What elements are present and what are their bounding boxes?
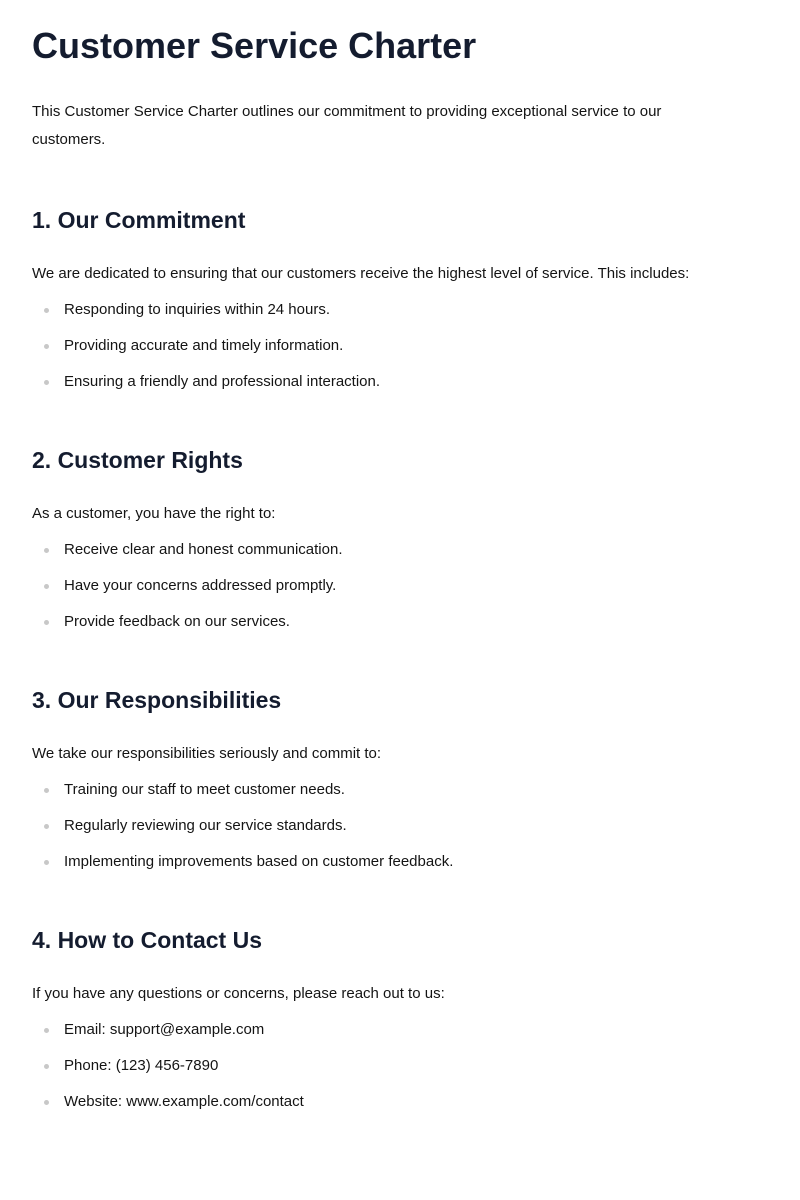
list-item	[32, 778, 768, 802]
list-item	[32, 298, 768, 322]
section-heading: 4. How to Contact Us	[32, 927, 263, 953]
bullet-icon	[44, 1064, 49, 1069]
list-item	[32, 1018, 768, 1042]
list-item	[32, 850, 768, 874]
bullet-icon	[44, 344, 49, 349]
bullet-icon	[44, 548, 49, 553]
bullet-icon	[44, 788, 49, 793]
section-our-commitment	[32, 206, 768, 394]
list-item	[32, 538, 768, 562]
list-item-text: Implementing improvements based on customer feedback.	[64, 853, 454, 870]
list-item	[32, 1090, 768, 1114]
list-item	[32, 610, 768, 634]
bullet-icon	[44, 1028, 49, 1033]
section-how-to-contact-us	[32, 926, 768, 1114]
intro-paragraph: This Customer Service Charter outlines our commitment to providing exceptional service to our customers.	[32, 103, 662, 148]
list-item	[32, 334, 768, 358]
bullet-icon	[44, 380, 49, 385]
section-customer-rights	[32, 446, 768, 634]
bullet-list	[32, 538, 768, 634]
section-heading: 1. Our Commitment	[32, 207, 246, 233]
bullet-icon	[44, 584, 49, 589]
section-text: As a customer, you have the right to:	[32, 505, 276, 522]
bullet-icon	[44, 1100, 49, 1105]
list-item	[32, 370, 768, 394]
contact-phone: Phone: (123) 456-7890	[64, 1057, 219, 1074]
list-item-text: Responding to inquiries within 24 hours.	[64, 301, 330, 318]
bullet-icon	[44, 620, 49, 625]
contact-email: Email: support@example.com	[64, 1021, 265, 1038]
section-text: We take our responsibilities seriously and commit to:	[32, 745, 382, 762]
page-title: Customer Service Charter	[32, 25, 477, 66]
section-text: If you have any questions or concerns, please reach out to us:	[32, 985, 445, 1002]
list-item	[32, 574, 768, 598]
contact-website: Website: www.example.com/contact	[64, 1093, 304, 1110]
bullet-list	[32, 298, 768, 394]
bullet-icon	[44, 824, 49, 829]
list-item-text: Provide feedback on our services.	[64, 613, 290, 630]
list-item-text: Training our staff to meet customer needs.	[64, 781, 345, 798]
section-text: We are dedicated to ensuring that our customers receive the highest level of service. This includes:	[32, 265, 690, 282]
list-item-text: Ensuring a friendly and professional interaction.	[64, 373, 381, 390]
list-item-text: Receive clear and honest communication.	[64, 541, 343, 558]
list-item-text: Providing accurate and timely information.	[64, 337, 344, 354]
list-item-text: Regularly reviewing our service standards.	[64, 817, 347, 834]
bullet-list	[32, 1018, 768, 1114]
list-item-text: Have your concerns addressed promptly.	[64, 577, 337, 594]
section-heading: 3. Our Responsibilities	[32, 687, 282, 713]
section-our-responsibilities	[32, 686, 768, 874]
list-item	[32, 814, 768, 838]
list-item	[32, 1054, 768, 1078]
bullet-list	[32, 778, 768, 874]
bullet-icon	[44, 860, 49, 865]
bullet-icon	[44, 308, 49, 313]
section-heading: 2. Customer Rights	[32, 447, 243, 473]
